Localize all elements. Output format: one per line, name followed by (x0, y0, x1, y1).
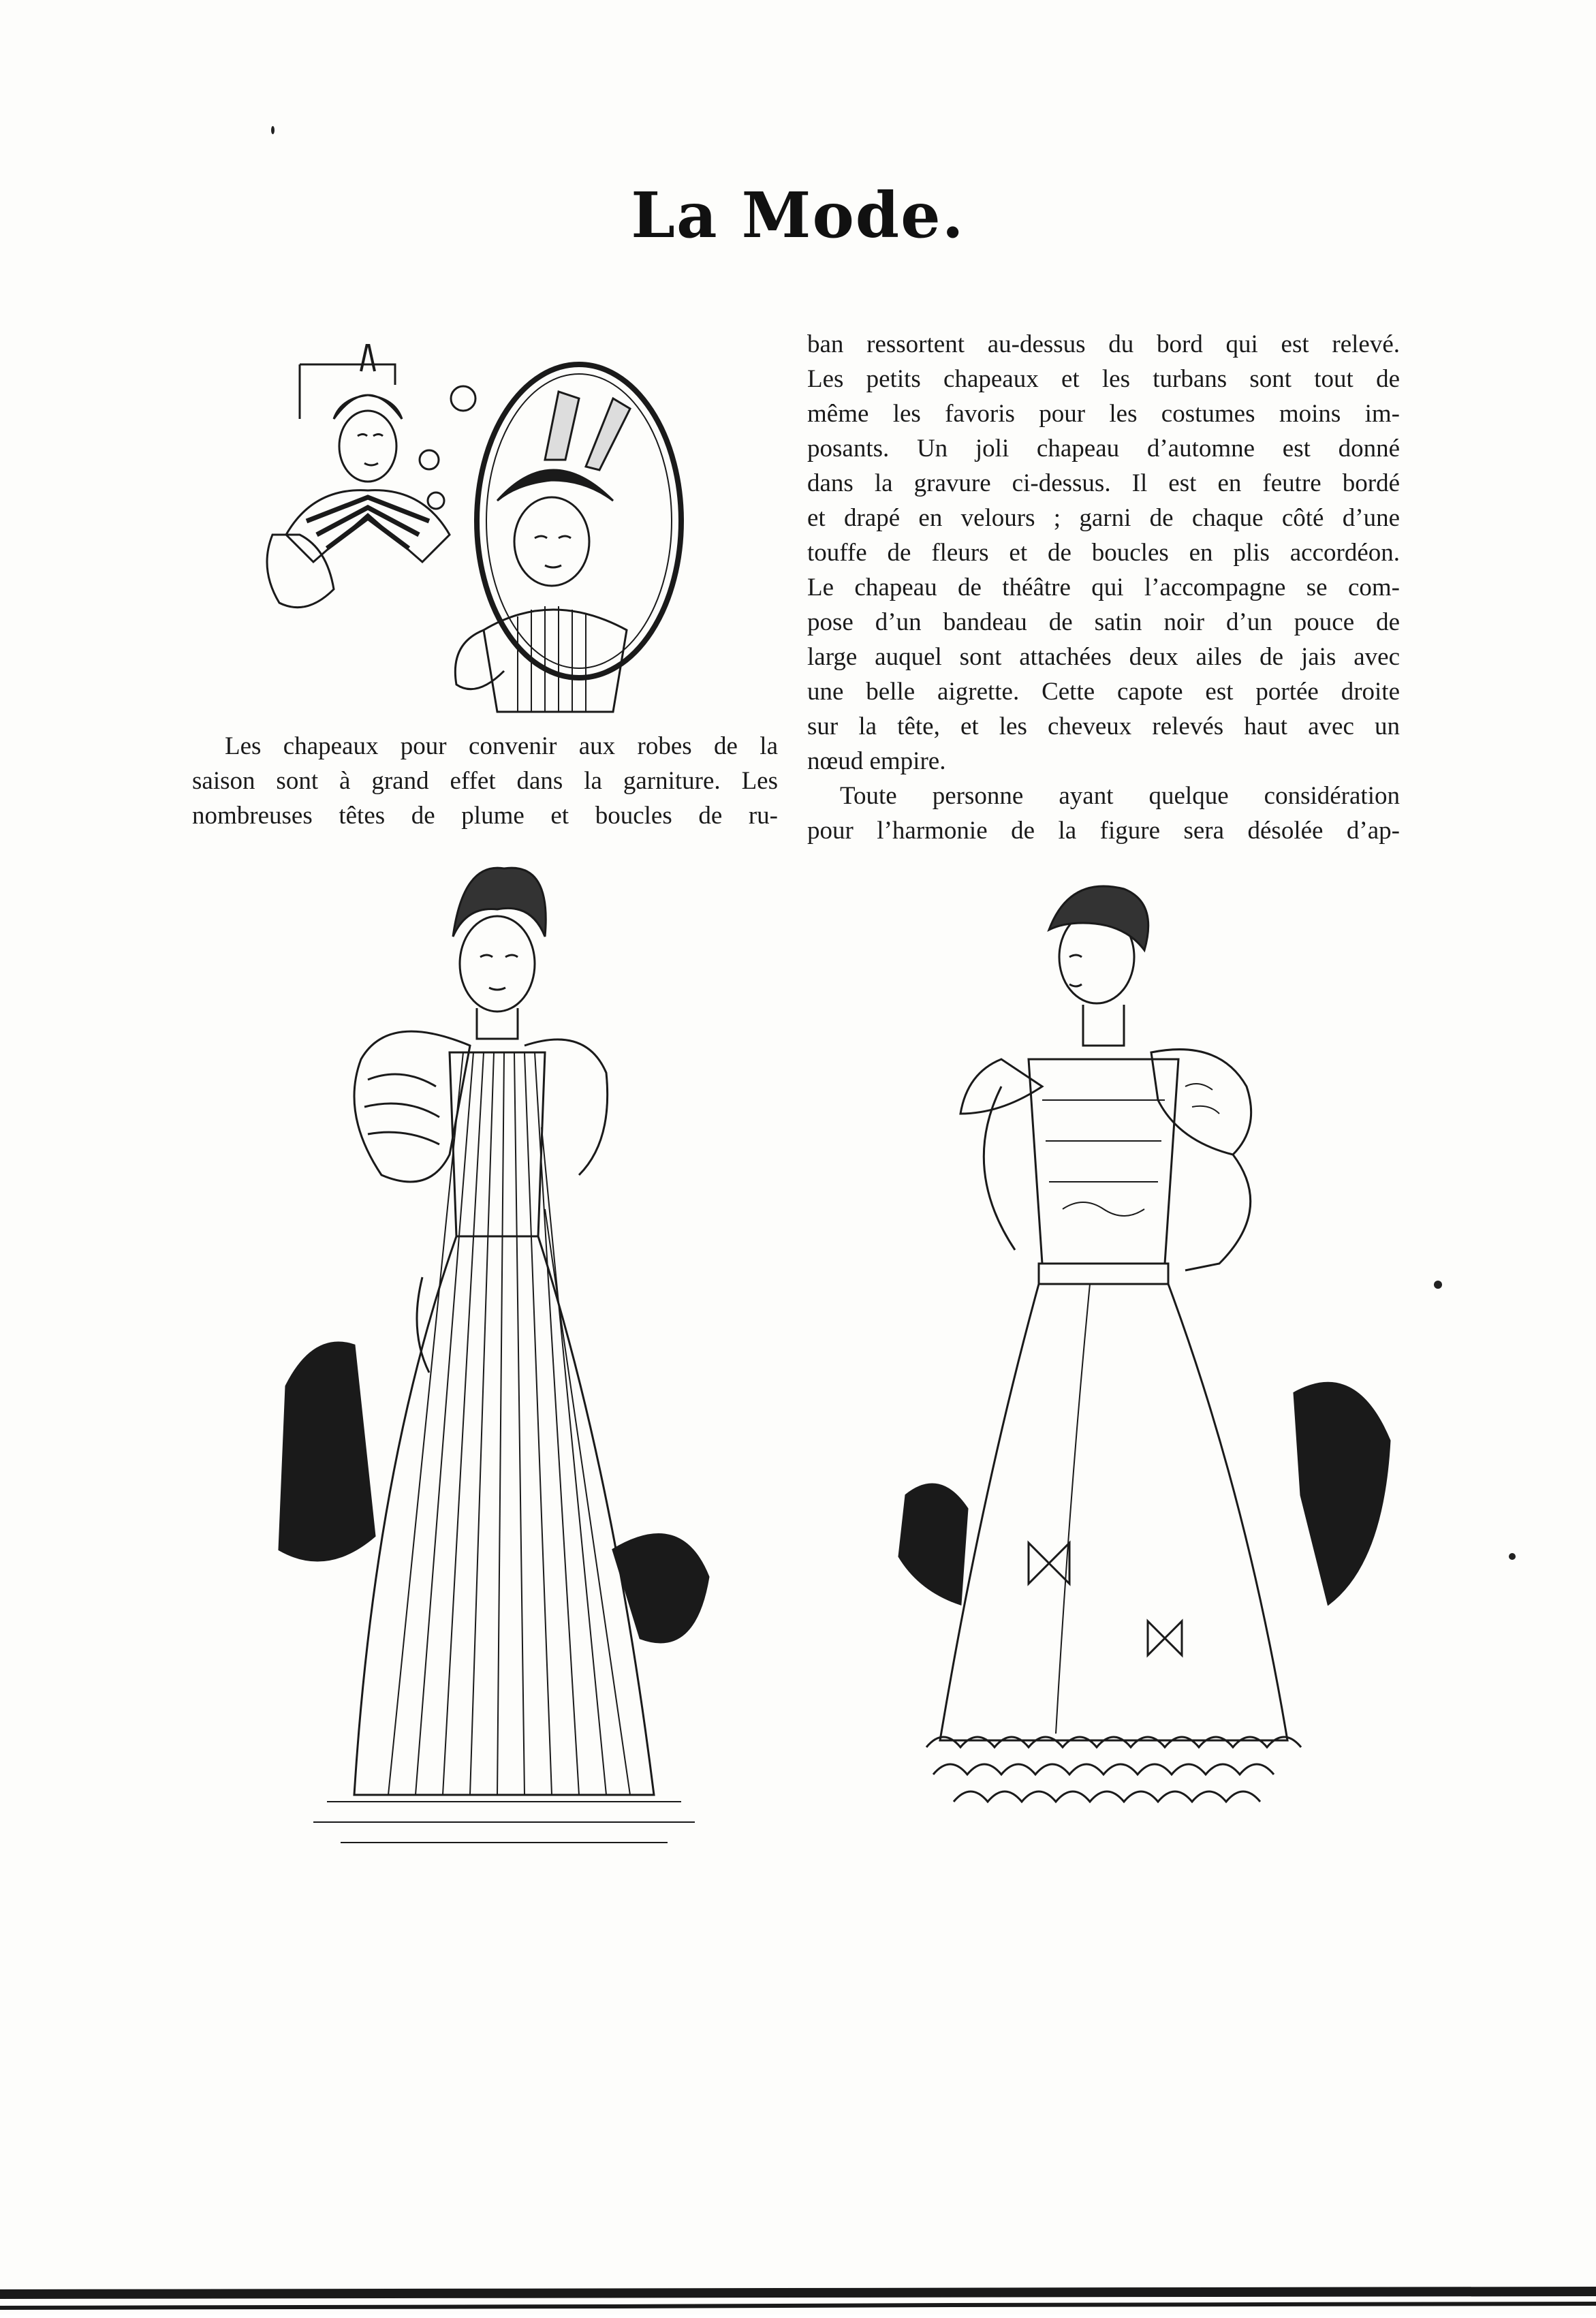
text-line: sur la tête, et les cheveux relevés haut avec un (807, 712, 1400, 740)
text-line: Les petits chapeaux et les turbans sont tout de (807, 365, 1400, 393)
text-line: pour l’harmonie de la figure sera désolée d’ap- (807, 817, 1400, 845)
text-line: posants. Un joli chapeau d’automne est donné (807, 435, 1400, 463)
text-line: nœud empire. (807, 747, 946, 775)
right-column (807, 327, 1400, 848)
page-title: La Mode. (631, 178, 965, 252)
text-line: ban ressortent au-dessus du bord qui est relevé. (807, 330, 1400, 358)
left-column (192, 729, 778, 833)
text-line: même les favoris pour les costumes moins im- (807, 400, 1400, 428)
striped-gown-illustration (272, 855, 722, 1849)
text-line: Le chapeau de théâtre qui l’accompagne se com- (807, 574, 1400, 601)
ink-speck (271, 126, 275, 134)
text-line: dans la gravure ci-dessus. Il est en feutre bordé (807, 469, 1400, 497)
text-line: saison sont à grand effet dans la garniture. Les (192, 767, 778, 795)
text-line: une belle aigrette. Cette capote est portée droite (807, 678, 1400, 706)
text-line: nombreuses têtes de plume et boucles de ru- (192, 802, 778, 830)
text-line: pose d’un bandeau de satin noir d’un pouce de (807, 608, 1400, 636)
text-line: touffe de fleurs et de boucles en plis accordéon. (807, 539, 1400, 567)
ink-speck (1509, 1553, 1516, 1560)
text-line: Les chapeaux pour convenir aux robes de la (225, 732, 778, 760)
ink-speck (1434, 1281, 1442, 1289)
text-line: Toute personne ayant quelque considération (840, 782, 1400, 810)
text-line: large auquel sont attachées deux ailes de jais avec (807, 643, 1400, 671)
hats-illustration (259, 344, 695, 715)
ruffled-gown-illustration (865, 882, 1396, 1843)
scan-edge (0, 2260, 1596, 2315)
text-line: et drapé en velours ; garni de chaque côté d’une (807, 504, 1400, 532)
